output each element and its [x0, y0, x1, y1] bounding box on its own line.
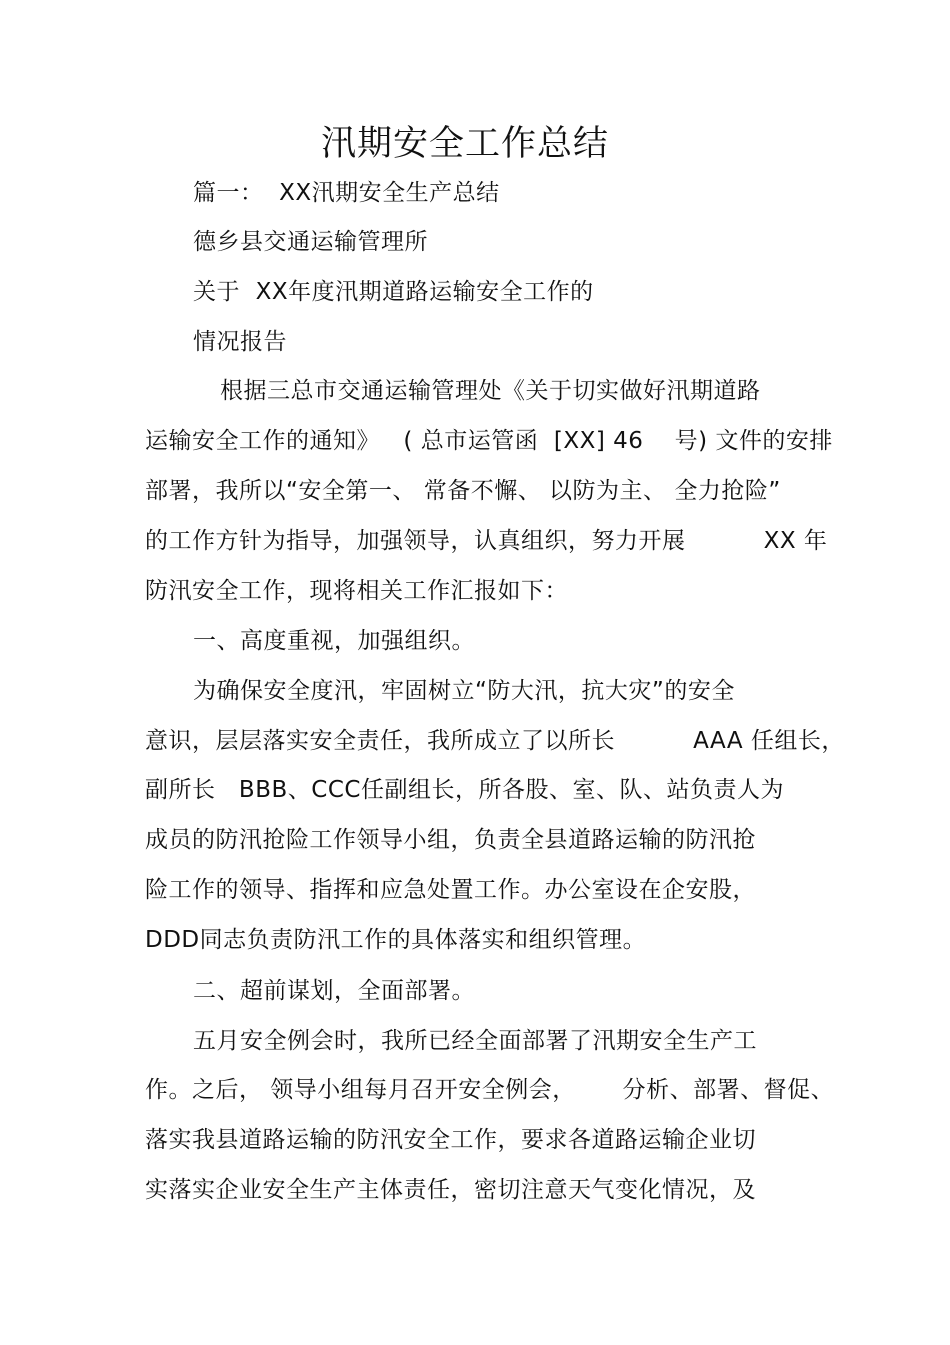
paragraph-line: 运输安全工作的通知》 ( 总市运管函 [XX] 46 号) 文件的安排	[145, 428, 833, 454]
paragraph-line: 部署，我所以“安全第一、 常备不懈、 以防为主、 全力抢险”	[145, 478, 781, 504]
paragraph-line: 的工作方针为指导，加强领导，认真组织，努力开展 XX 年	[145, 528, 828, 554]
paragraph-line: 防汛安全工作，现将相关工作汇报如下：	[145, 578, 568, 604]
report-subject-end: 情况报告	[193, 329, 287, 355]
paragraph-line: 为确保安全度汛，牢固树立“防大汛，抗大灾”的安全	[193, 678, 735, 704]
paragraph-line: 副所长 BBB、CCC任副组长，所各股、室、队、站负责人为	[145, 777, 784, 803]
paragraph-line: 五月安全例会时，我所已经全面部署了汛期安全生产工	[193, 1028, 757, 1054]
report-subject: 关于 XX年度汛期道路运输安全工作的	[193, 279, 594, 305]
paragraph-line: 作。之后， 领导小组每月召开安全例会， 分析、部署、督促、	[145, 1077, 835, 1103]
section-heading-1: 一、高度重视，加强组织。	[193, 628, 475, 654]
organization-name: 德乡县交通运输管理所	[193, 229, 428, 255]
document-title: 汛期安全工作总结	[320, 124, 609, 164]
paragraph-line: 落实我县道路运输的防汛安全工作，要求各道路运输企业切	[145, 1127, 756, 1153]
section-heading-2: 二、超前谋划，全面部署。	[193, 978, 475, 1004]
chapter-heading: 篇一： XX汛期安全生产总结	[193, 180, 500, 206]
paragraph-line: DDD同志负责防汛工作的具体落实和组织管理。	[145, 927, 647, 953]
paragraph-line: 根据三总市交通运输管理处《关于切实做好汛期道路	[220, 378, 761, 404]
paragraph-line: 意识，层层落实安全责任，我所成立了以所长 AAA 任组长，	[145, 728, 845, 754]
paragraph-line: 实落实企业安全生产主体责任，密切注意天气变化情况，及	[145, 1177, 756, 1203]
paragraph-line: 险工作的领导、指挥和应急处置工作。办公室设在企安股，	[145, 877, 756, 903]
paragraph-line: 成员的防汛抢险工作领导小组，负责全县道路运输的防汛抢	[145, 827, 756, 853]
